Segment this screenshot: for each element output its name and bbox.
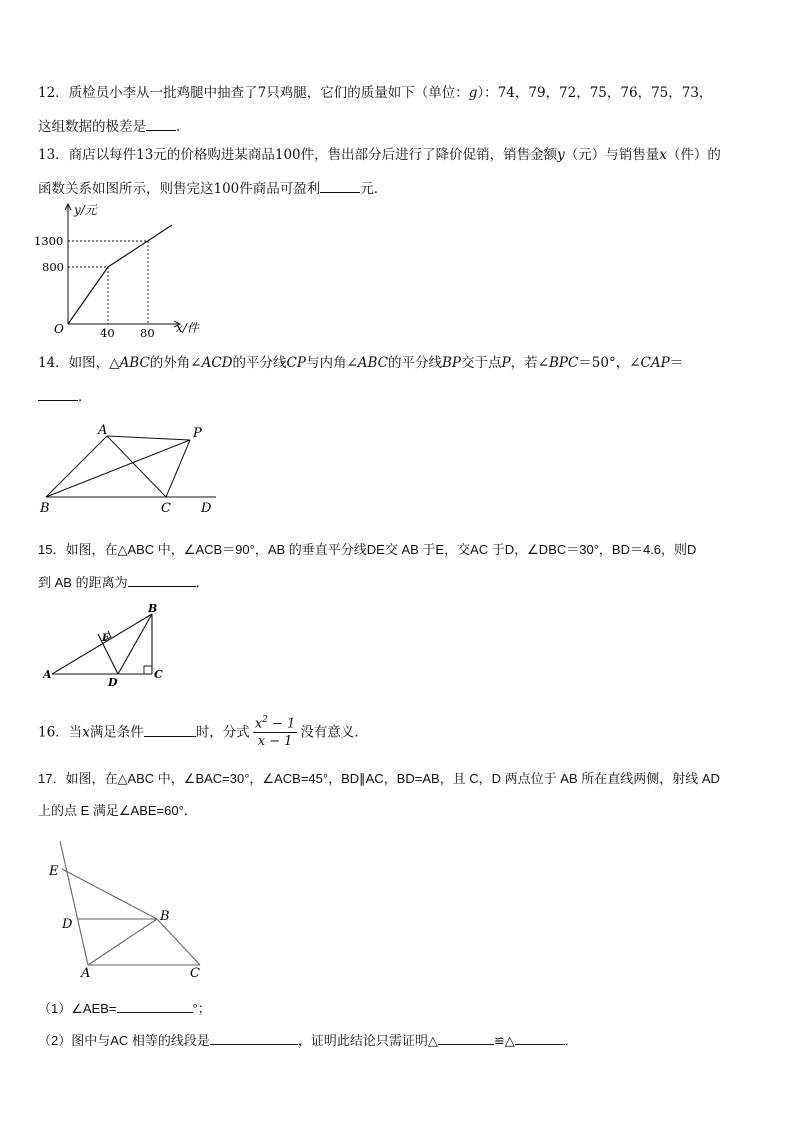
- function-line: [68, 225, 172, 324]
- q17-part2-blank-segment[interactable]: [210, 1030, 298, 1045]
- label-A: A: [43, 668, 52, 681]
- label-C: C: [154, 668, 163, 681]
- y-tick-1300: 1300: [34, 234, 64, 248]
- q17-part2: （2）图中与AC 相等的线段是 ，证明此结论只需证明△ ≌△ ．: [38, 1030, 578, 1050]
- y-tick-800: 800: [42, 260, 64, 274]
- q17-part1-blank[interactable]: [117, 998, 193, 1013]
- q17-part2-blank-triangle1[interactable]: [438, 1030, 494, 1045]
- q15-answer-blank[interactable]: [128, 572, 196, 587]
- label-D: D: [108, 676, 118, 689]
- right-angle-mark-C: [144, 666, 152, 674]
- x-tick-40: 40: [100, 326, 115, 340]
- q12-line1: 12．质检员小李从一批鸡腿中抽查了7只鸡腿，它们的质量如下（单位：g）：74，79，72，75，76，75，73，: [38, 85, 713, 101]
- label-A: A: [98, 423, 108, 438]
- label-B: B: [148, 602, 158, 615]
- label-B: B: [160, 909, 170, 924]
- label-C: C: [161, 501, 171, 516]
- segment-BC: [157, 919, 200, 965]
- x-tick-80: 80: [140, 326, 155, 340]
- x-axis-label: x/件: [176, 321, 199, 335]
- label-E: E: [102, 633, 110, 644]
- q17-part1: （1）∠AEB= °；: [38, 998, 211, 1018]
- q15-line2: 到 AB 的距离为 ．: [38, 572, 209, 592]
- q13-answer-blank[interactable]: [320, 178, 360, 193]
- q16-answer-blank[interactable]: [144, 722, 196, 737]
- q14-line2: ．: [38, 386, 92, 406]
- ray-AE: [60, 841, 88, 965]
- fraction: $\frac{x^2 - 1}{x - 1}$: [253, 712, 298, 750]
- q14-line1: 14．如图，△ABC的外角∠ACD的平分线CP与内角∠ABC的平分线BP交于点P，若∠BPC＝50°，∠CAP＝: [38, 355, 684, 371]
- q15-right-triangle-figure: [40, 600, 180, 690]
- q17-figure: [40, 835, 220, 980]
- side-AB: [52, 614, 152, 674]
- y-axis-label: y/元: [74, 203, 97, 217]
- label-D: D: [62, 917, 73, 932]
- q13-line2: 函数关系如图所示，则售完这100件商品可盈利 元．: [38, 178, 387, 198]
- label-D: D: [201, 501, 212, 516]
- label-A: A: [81, 966, 91, 981]
- label-C: C: [190, 966, 200, 981]
- q14-triangle-figure: [30, 420, 230, 520]
- label-E: E: [49, 864, 59, 879]
- unit-g: g: [468, 85, 478, 101]
- segment-BD: [118, 614, 152, 674]
- q17-part2-blank-triangle2[interactable]: [515, 1030, 565, 1045]
- q12-answer-blank[interactable]: [146, 116, 176, 131]
- q13-line1: 13．商店以每件13元的价格购进某商品100件，售出部分后进行了降价促销，销售金额y（元）与销售量x（件）的: [38, 147, 721, 163]
- label-P: P: [193, 426, 202, 441]
- q14-answer-blank[interactable]: [38, 386, 78, 401]
- segment-AB: [88, 919, 157, 965]
- line-BP: [46, 440, 190, 497]
- q13-function-graph: [30, 200, 220, 340]
- q16-line: 16．当x满足条件 时，分式 $\frac{x^2 - 1}{x - 1}$ 没有意义．: [38, 714, 368, 752]
- q17-line1: 17．如图，在△ABC 中，∠BAC=30°，∠ACB=45°，BD∥AC，BD=AB，且 C，D 两点位于 AB 所在直线两侧，射线 AD: [38, 771, 720, 786]
- line-AC: [107, 436, 166, 497]
- q12-line2: 这组数据的极差是 ．: [38, 116, 190, 136]
- q15-line1: 15．如图，在△ABC 中，∠ACB＝90°，AB 的垂直平分线DE交 AB 于E，交AC 于D，∠DBC＝30°，BD＝4.6，则D: [38, 542, 697, 557]
- origin-label: O: [54, 322, 64, 336]
- label-B: B: [40, 501, 50, 516]
- line-BA: [46, 436, 107, 497]
- line-AP: [107, 436, 190, 440]
- q17-line2: 上的点 E 满足∠ABE=60°．: [38, 803, 197, 818]
